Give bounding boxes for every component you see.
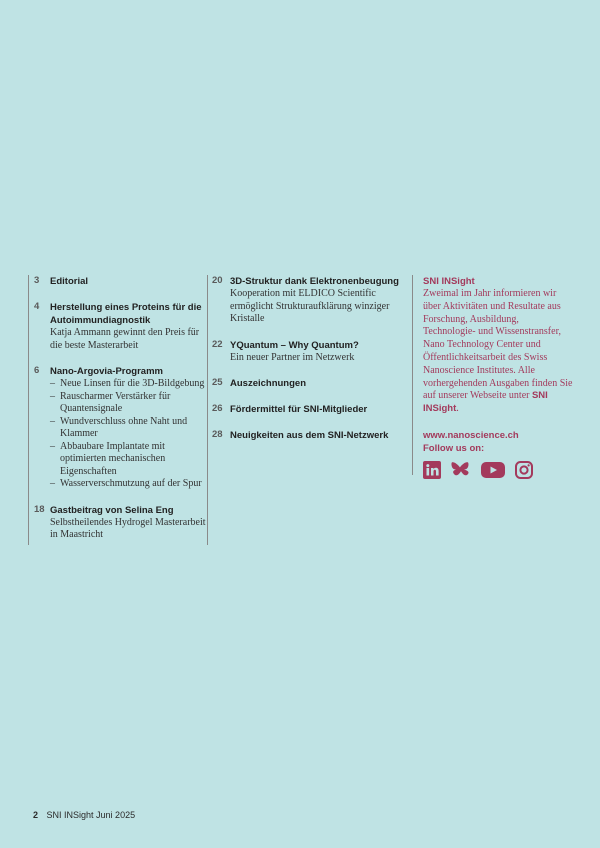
toc-entry[interactable] bbox=[34, 275, 212, 288]
toc-subtitle: Kooperation mit ELDICO Scientific ermöglicht Strukturaufklärung winziger Kristalle bbox=[230, 288, 390, 324]
toc-sublist-item: – Wundverschluss ohne Naht und Klammer bbox=[50, 416, 212, 441]
bluesky-icon[interactable] bbox=[451, 461, 471, 484]
toc-column-1 bbox=[28, 275, 212, 545]
toc-title: Fördermittel für SNI-Mitglieder bbox=[230, 404, 368, 415]
toc-title: Nano-Argovia-Programm bbox=[50, 366, 163, 377]
follow-label: Follow us on: bbox=[423, 442, 485, 454]
toc-subtitle: Selbstheilendes Hydrogel Masterarbeit in Maastricht bbox=[50, 516, 206, 540]
sni-insight-period: . bbox=[456, 403, 459, 415]
toc-page-number: 6 bbox=[34, 365, 40, 376]
social-icons bbox=[423, 461, 573, 484]
toc-entry[interactable] bbox=[214, 339, 410, 365]
sni-insight-box bbox=[412, 275, 573, 475]
toc-page-number: 22 bbox=[212, 338, 223, 350]
toc-subtitle: Katja Ammann gewinnt den Preis für die beste Masterarbeit bbox=[50, 327, 200, 351]
sni-insight-heading: SNI INSight bbox=[423, 276, 475, 287]
toc-column-2 bbox=[207, 275, 410, 545]
toc-sublist-item: – Wasserverschmutzung auf der Spur bbox=[50, 478, 212, 491]
toc-page-number: 26 bbox=[212, 403, 223, 414]
toc-entry[interactable] bbox=[34, 365, 212, 491]
website-link[interactable]: www.nanoscience.ch bbox=[423, 429, 519, 441]
toc-sublist bbox=[50, 378, 212, 491]
linkedin-icon[interactable] bbox=[423, 461, 441, 484]
toc-entry[interactable] bbox=[214, 429, 410, 442]
toc-title: Gastbeitrag von Selina Eng bbox=[50, 504, 174, 516]
sni-insight-link[interactable]: SNI INSight bbox=[423, 390, 548, 415]
toc-title: Editorial bbox=[50, 276, 89, 287]
page-footer bbox=[33, 810, 135, 820]
toc-entry[interactable] bbox=[214, 275, 410, 326]
toc-title: Herstellung eines Proteins für die Autoimmundiagnostik bbox=[50, 302, 202, 326]
toc-title: Auszeichnungen bbox=[230, 378, 307, 389]
youtube-icon[interactable] bbox=[481, 461, 505, 484]
toc-sublist-item: – Rauscharmer Verstärker für Quantensignale bbox=[50, 391, 212, 416]
toc-page-number: 28 bbox=[212, 429, 223, 440]
toc-sublist-item: – Abbaubare Implantate mit optimierten mechanischen Eigenschaften bbox=[50, 441, 212, 479]
toc-entry[interactable] bbox=[34, 504, 212, 542]
publication-name: SNI INSight Juni 2025 bbox=[46, 810, 136, 820]
toc-entry[interactable] bbox=[214, 403, 410, 416]
toc-subtitle: Ein neuer Partner im Netzwerk bbox=[230, 351, 355, 363]
sni-insight-text: Zweimal im Jahr informieren wir über Aktivitäten und Resultate aus Forschung, Ausbildung, Technologie- und Wissenstransfer, Nano Technology Center und Öffentlichkeitsarbeit des Swiss Nanoscience Institutes. Alle vorhergehenden Ausgaben finden Sie auf unserer Webseite unter bbox=[423, 288, 573, 402]
toc-page-number: 20 bbox=[212, 275, 223, 286]
sni-insight-description bbox=[423, 288, 573, 416]
toc-page-number: 3 bbox=[34, 275, 40, 286]
toc-title: Neuigkeiten aus dem SNI-Netzwerk bbox=[230, 430, 389, 441]
toc-page-number: 4 bbox=[34, 301, 40, 312]
toc-page-number: 18 bbox=[34, 503, 45, 515]
toc-page-number: 25 bbox=[212, 377, 223, 388]
toc-sublist-item: – Neue Linsen für die 3D-Bildgebung bbox=[50, 378, 212, 391]
toc-title: 3D-Struktur dank Elektronenbeugung bbox=[230, 276, 399, 287]
toc-entry[interactable] bbox=[214, 377, 410, 390]
page-number: 2 bbox=[33, 810, 39, 820]
instagram-icon[interactable] bbox=[515, 461, 533, 484]
toc-title: YQuantum – Why Quantum? bbox=[230, 339, 359, 351]
toc-entry[interactable] bbox=[34, 301, 212, 352]
